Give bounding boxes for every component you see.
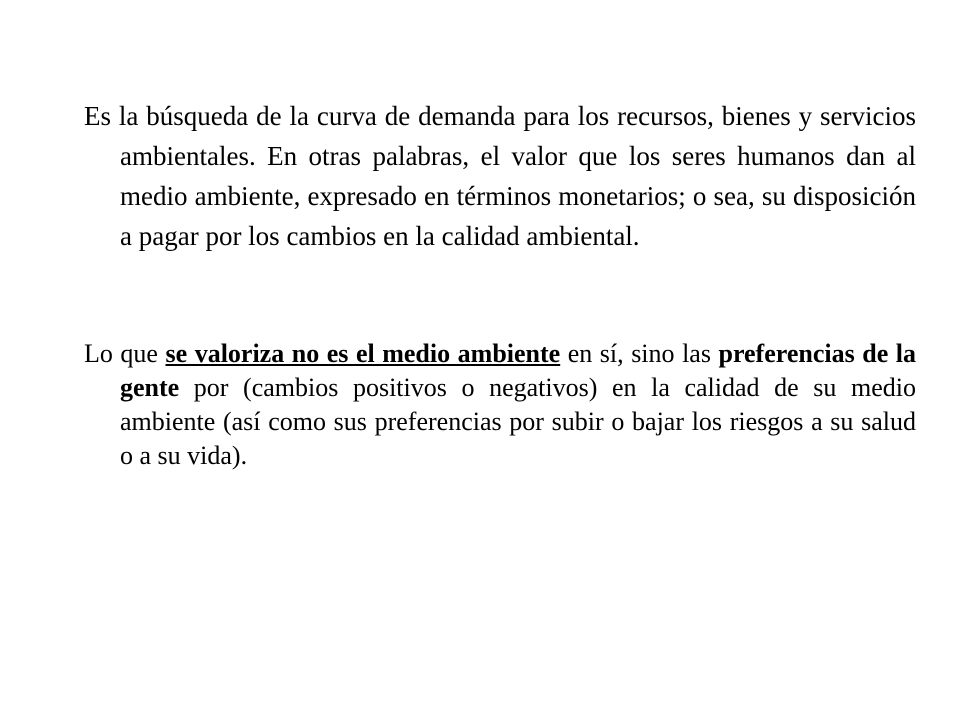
paragraph-valuation-end: por (cambios positivos o negativos) en la calidad de su medio ambiente (así como sus preferencias por subir o bajar los riesgos a su salud o a su vida). xyxy=(120,373,916,470)
paragraph-definition: Es la búsqueda de la curva de demanda para los recursos, bienes y servicios ambientales. En otras palabras, el valor que los seres humanos dan al medio ambiente, expresado en términos monetarios; o sea, su disposición a pagar por los cambios en la calidad ambiental. xyxy=(84,101,916,251)
underlined-phrase: se valoriza no es el medio ambiente xyxy=(165,339,561,368)
bold-phrase: preferencias de la gente xyxy=(120,339,916,402)
paragraph-valuation xyxy=(84,337,916,473)
paragraph-valuation-intro: Lo que xyxy=(84,339,166,368)
paragraph-valuation-middle: en sí, sino las xyxy=(560,339,719,368)
